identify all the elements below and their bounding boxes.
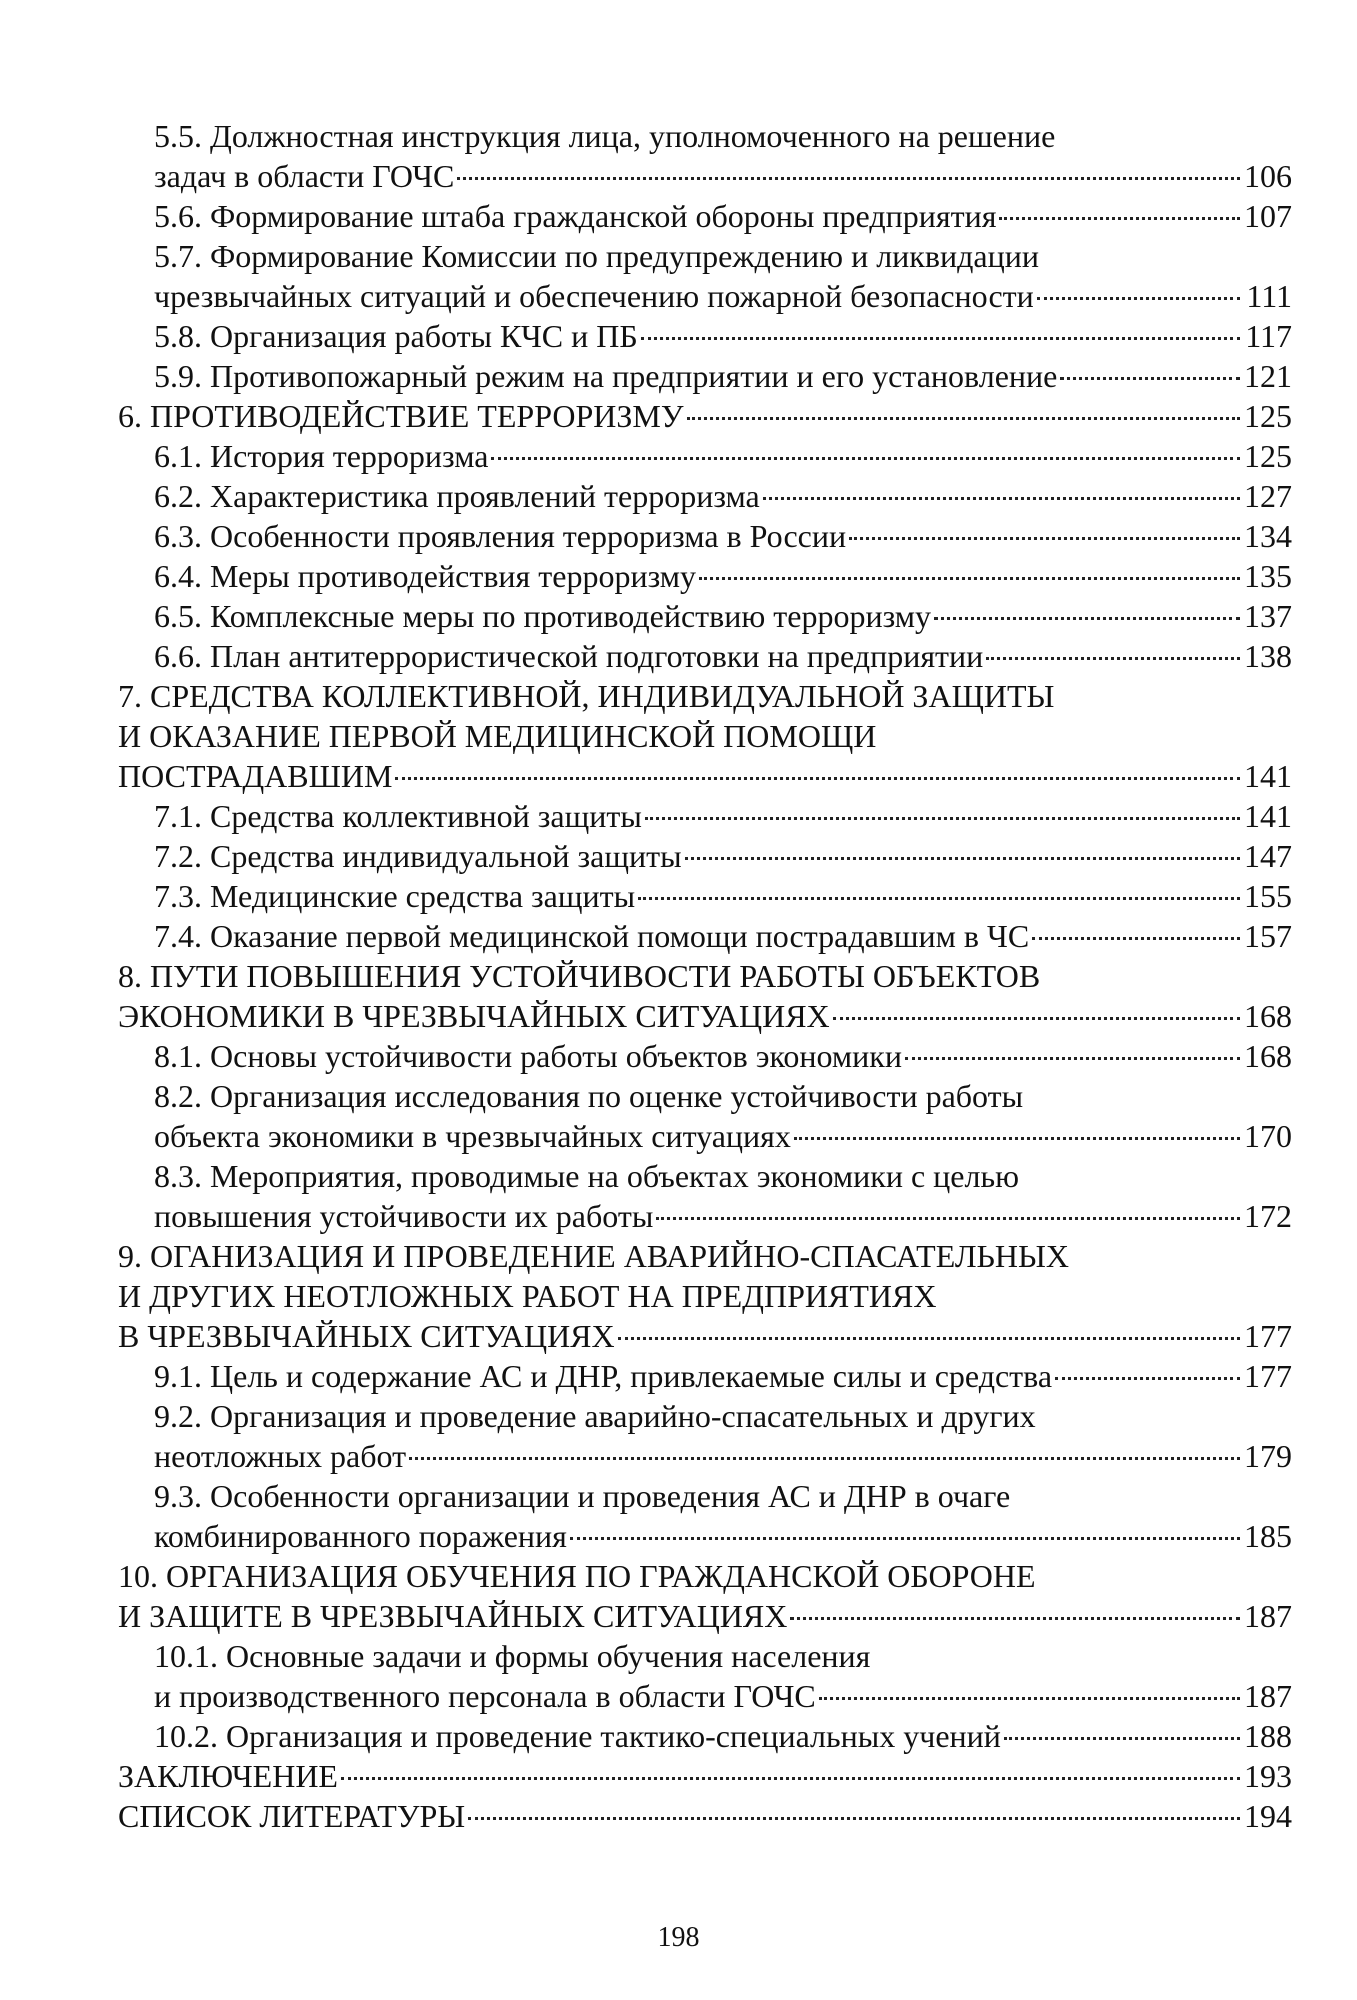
toc-entry-line — [154, 316, 1292, 356]
toc-page-number: 127 — [1244, 478, 1292, 514]
toc-entry-line — [118, 996, 1292, 1036]
toc-entry-title: 6.5. Комплексные меры по противодействию терроризму — [154, 598, 932, 634]
toc-chapter — [118, 396, 1292, 436]
toc-page-number: 185 — [1244, 1518, 1292, 1554]
toc-page-number: 125 — [1244, 398, 1292, 434]
toc-page-number: 147 — [1244, 838, 1292, 874]
dot-leader — [934, 617, 1240, 620]
toc-entry-title-line: 7. СРЕДСТВА КОЛЛЕКТИВНОЙ, ИНДИВИДУАЛЬНОЙ ЗАЩИТЫ — [118, 678, 1055, 714]
dot-leader — [491, 457, 1240, 460]
toc-page-number: 107 — [1244, 198, 1292, 234]
toc-section — [118, 596, 1292, 636]
toc-entry-title-line: 10.1. Основные задачи и формы обучения населения — [154, 1638, 871, 1674]
toc-section — [118, 1636, 1292, 1716]
toc-section — [118, 1356, 1292, 1396]
dot-leader — [999, 217, 1240, 220]
toc-section — [118, 476, 1292, 516]
toc-section — [118, 836, 1292, 876]
toc-entry-line — [118, 1756, 1292, 1796]
dot-leader — [794, 1137, 1240, 1140]
toc-section — [118, 876, 1292, 916]
dot-leader — [468, 1817, 1240, 1820]
toc-entry-line — [154, 596, 1292, 636]
toc-page-number: 111 — [1246, 278, 1292, 314]
dot-leader — [409, 1457, 1240, 1460]
toc-section — [118, 556, 1292, 596]
toc-entry-title-line: 8.3. Мероприятия, проводимые на объектах экономики с целью — [154, 1158, 1019, 1194]
dot-leader — [685, 857, 1240, 860]
dot-leader — [618, 1337, 1240, 1340]
toc-page-number: 187 — [1244, 1598, 1292, 1634]
toc-chapter — [118, 676, 1292, 796]
toc-page-number: 137 — [1244, 598, 1292, 634]
toc-entry-title: повышения устойчивости их работы — [154, 1198, 654, 1234]
dot-leader — [638, 897, 1240, 900]
toc-entry-title: ПОСТРАДАВШИМ — [118, 758, 393, 794]
toc-entry-line — [154, 276, 1292, 316]
toc-section — [118, 196, 1292, 236]
toc-entry-title-line: 9.2. Организация и проведение аварийно-спасательных и других — [154, 1398, 1036, 1434]
toc-entry-title: ЗАКЛЮЧЕНИЕ — [118, 1758, 338, 1794]
dot-leader — [641, 337, 1240, 340]
toc-section — [118, 1396, 1292, 1476]
toc-entry-line — [118, 756, 1292, 796]
dot-leader — [457, 177, 1240, 180]
toc-entry-line — [154, 1196, 1292, 1236]
toc-page-number: 187 — [1244, 1678, 1292, 1714]
toc-entry-title: 6. ПРОТИВОДЕЙСТВИЕ ТЕРРОРИЗМУ — [118, 398, 684, 434]
dot-leader — [656, 1217, 1240, 1220]
dot-leader — [395, 777, 1240, 780]
toc-entry-line — [154, 1356, 1292, 1396]
toc-entry-title-line: 9.3. Особенности организации и проведения АС и ДНР в очаге — [154, 1478, 1011, 1514]
dot-leader — [699, 577, 1240, 580]
toc-page-number: 141 — [1244, 798, 1292, 834]
toc-chapter — [118, 956, 1292, 1036]
toc-entry-line — [118, 1596, 1292, 1636]
dot-leader — [1060, 377, 1240, 380]
dot-leader — [1037, 297, 1240, 300]
toc-entry-title: 7.4. Оказание первой медицинской помощи пострадавшим в ЧС — [154, 918, 1030, 954]
dot-leader — [905, 1057, 1240, 1060]
toc-page-number: 170 — [1244, 1118, 1292, 1154]
toc-entry-title: задач в области ГОЧС — [154, 158, 455, 194]
dot-leader — [645, 817, 1240, 820]
table-of-contents — [118, 116, 1292, 1836]
toc-entry-title: чрезвычайных ситуаций и обеспечению пожарной безопасности — [154, 278, 1034, 314]
toc-entry-line — [154, 1036, 1292, 1076]
toc-section — [118, 1036, 1292, 1076]
dot-leader — [833, 1017, 1240, 1020]
toc-entry-title-line: 9. ОГАНИЗАЦИЯ И ПРОВЕДЕНИЕ АВАРИЙНО-СПАСАТЕЛЬНЫХ — [118, 1238, 1070, 1274]
dot-leader — [1055, 1377, 1240, 1380]
toc-entry-title-line: 5.7. Формирование Комиссии по предупреждению и ликвидации — [154, 238, 1039, 274]
toc-chapter — [118, 1236, 1292, 1356]
dot-leader — [341, 1777, 1240, 1780]
toc-page-number: 188 — [1244, 1718, 1292, 1754]
toc-entry-line — [154, 836, 1292, 876]
dot-leader — [687, 417, 1240, 420]
toc-page-number: 121 — [1244, 358, 1292, 394]
toc-entry-title-line: 5.5. Должностная инструкция лица, уполномоченного на решение — [154, 118, 1056, 154]
toc-entry-line — [154, 356, 1292, 396]
toc-entry-title-line: И ДРУГИХ НЕОТЛОЖНЫХ РАБОТ НА ПРЕДПРИЯТИЯХ — [118, 1278, 937, 1314]
toc-page-number: 141 — [1244, 758, 1292, 794]
toc-entry-title-line: 10. ОРГАНИЗАЦИЯ ОБУЧЕНИЯ ПО ГРАЖДАНСКОЙ ОБОРОНЕ — [118, 1558, 1036, 1594]
dot-leader — [986, 657, 1240, 660]
toc-entry-title: 5.8. Организация работы КЧС и ПБ — [154, 318, 638, 354]
toc-section — [118, 516, 1292, 556]
toc-entry-line — [154, 156, 1292, 196]
toc-entry-title: 6.1. История терроризма — [154, 438, 489, 474]
toc-entry-title: комбинированного поражения — [154, 1518, 567, 1554]
toc-entry-line — [154, 916, 1292, 956]
toc-entry-line — [154, 516, 1292, 556]
toc-entry-title: объекта экономики в чрезвычайных ситуациях — [154, 1118, 791, 1154]
toc-entry-title-line: И ОКАЗАНИЕ ПЕРВОЙ МЕДИЦИНСКОЙ ПОМОЩИ — [118, 718, 877, 754]
toc-entry-line — [154, 556, 1292, 596]
toc-entry-title: ЭКОНОМИКИ В ЧРЕЗВЫЧАЙНЫХ СИТУАЦИЯХ — [118, 998, 830, 1034]
toc-section — [118, 1076, 1292, 1156]
dot-leader — [849, 537, 1240, 540]
toc-page-number: 177 — [1244, 1318, 1292, 1354]
toc-page-number: 106 — [1244, 158, 1292, 194]
toc-entry-line — [154, 636, 1292, 676]
toc-page-number: 193 — [1244, 1758, 1292, 1794]
toc-section — [118, 316, 1292, 356]
toc-page-number: 155 — [1244, 878, 1292, 914]
toc-entry-title: 6.2. Характеристика проявлений терроризма — [154, 478, 760, 514]
toc-entry-line — [154, 796, 1292, 836]
toc-chapter — [118, 1556, 1292, 1636]
toc-entry-line — [118, 1796, 1292, 1836]
toc-page-number: 194 — [1244, 1798, 1292, 1834]
toc-section — [118, 1716, 1292, 1756]
dot-leader — [570, 1537, 1240, 1540]
toc-entry-title: СПИСОК ЛИТЕРАТУРЫ — [118, 1798, 466, 1834]
toc-entry-line — [154, 1436, 1292, 1476]
toc-entry-title: 7.1. Средства коллективной защиты — [154, 798, 642, 834]
toc-entry-title: 5.9. Противопожарный режим на предприятии и его установление — [154, 358, 1058, 394]
toc-page-number: 117 — [1245, 318, 1292, 354]
dot-leader — [790, 1617, 1240, 1620]
toc-entry-line — [154, 1676, 1292, 1716]
dot-leader — [1004, 1737, 1240, 1740]
toc-page-number: 172 — [1244, 1198, 1292, 1234]
toc-entry-line — [118, 1316, 1292, 1356]
toc-entry-line — [154, 1116, 1292, 1156]
toc-chapter — [118, 1796, 1292, 1836]
toc-entry-title: 7.3. Медицинские средства защиты — [154, 878, 636, 914]
toc-entry-title: 6.3. Особенности проявления терроризма в России — [154, 518, 847, 554]
toc-entry-title: 6.6. План антитеррористической подготовки на предприятии — [154, 638, 984, 674]
toc-section — [118, 1476, 1292, 1556]
toc-section — [118, 436, 1292, 476]
dot-leader — [819, 1697, 1240, 1700]
toc-section — [118, 236, 1292, 316]
toc-entry-line — [154, 876, 1292, 916]
toc-entry-title: 9.1. Цель и содержание АС и ДНР, привлекаемые силы и средства — [154, 1358, 1053, 1394]
toc-page-number: 125 — [1244, 438, 1292, 474]
dot-leader — [1032, 937, 1240, 940]
toc-entry-title-line: 8. ПУТИ ПОВЫШЕНИЯ УСТОЙЧИВОСТИ РАБОТЫ ОБЪЕКТОВ — [118, 958, 1041, 994]
toc-page-number: 177 — [1244, 1358, 1292, 1394]
toc-page-number: 168 — [1244, 998, 1292, 1034]
toc-section — [118, 796, 1292, 836]
toc-section — [118, 356, 1292, 396]
toc-entry-title: 8.1. Основы устойчивости работы объектов экономики — [154, 1038, 902, 1074]
toc-entry-line — [154, 476, 1292, 516]
toc-entry-line — [154, 436, 1292, 476]
toc-section — [118, 636, 1292, 676]
toc-entry-line — [154, 196, 1292, 236]
toc-entry-line — [154, 1716, 1292, 1756]
toc-chapter — [118, 1756, 1292, 1796]
dot-leader — [763, 497, 1240, 500]
toc-page-number: 138 — [1244, 638, 1292, 674]
toc-section — [118, 916, 1292, 956]
toc-entry-title: В ЧРЕЗВЫЧАЙНЫХ СИТУАЦИЯХ — [118, 1318, 615, 1354]
toc-entry-title: неотложных работ — [154, 1438, 407, 1474]
toc-entry-title: 10.2. Организация и проведение тактико-специальных учений — [154, 1718, 1001, 1754]
toc-entry-line — [118, 396, 1292, 436]
toc-page-number: 157 — [1244, 918, 1292, 954]
toc-entry-title: И ЗАЩИТЕ В ЧРЕЗВЫЧАЙНЫХ СИТУАЦИЯХ — [118, 1598, 788, 1634]
toc-entry-title: 7.2. Средства индивидуальной защиты — [154, 838, 682, 874]
toc-entry-title-line: 8.2. Организация исследования по оценке устойчивости работы — [154, 1078, 1024, 1114]
toc-page-number: 168 — [1244, 1038, 1292, 1074]
toc-entry-title: и производственного персонала в области ГОЧС — [154, 1678, 816, 1714]
toc-page-number: 179 — [1244, 1438, 1292, 1474]
toc-page-number: 135 — [1244, 558, 1292, 594]
toc-entry-line — [154, 1516, 1292, 1556]
toc-page-number: 134 — [1244, 518, 1292, 554]
page-number: 198 — [657, 1922, 700, 1953]
toc-entry-title: 5.6. Формирование штаба гражданской обороны предприятия — [154, 198, 997, 234]
toc-entry-title: 6.4. Меры противодействия терроризму — [154, 558, 697, 594]
toc-section — [118, 1156, 1292, 1236]
toc-section — [118, 116, 1292, 196]
